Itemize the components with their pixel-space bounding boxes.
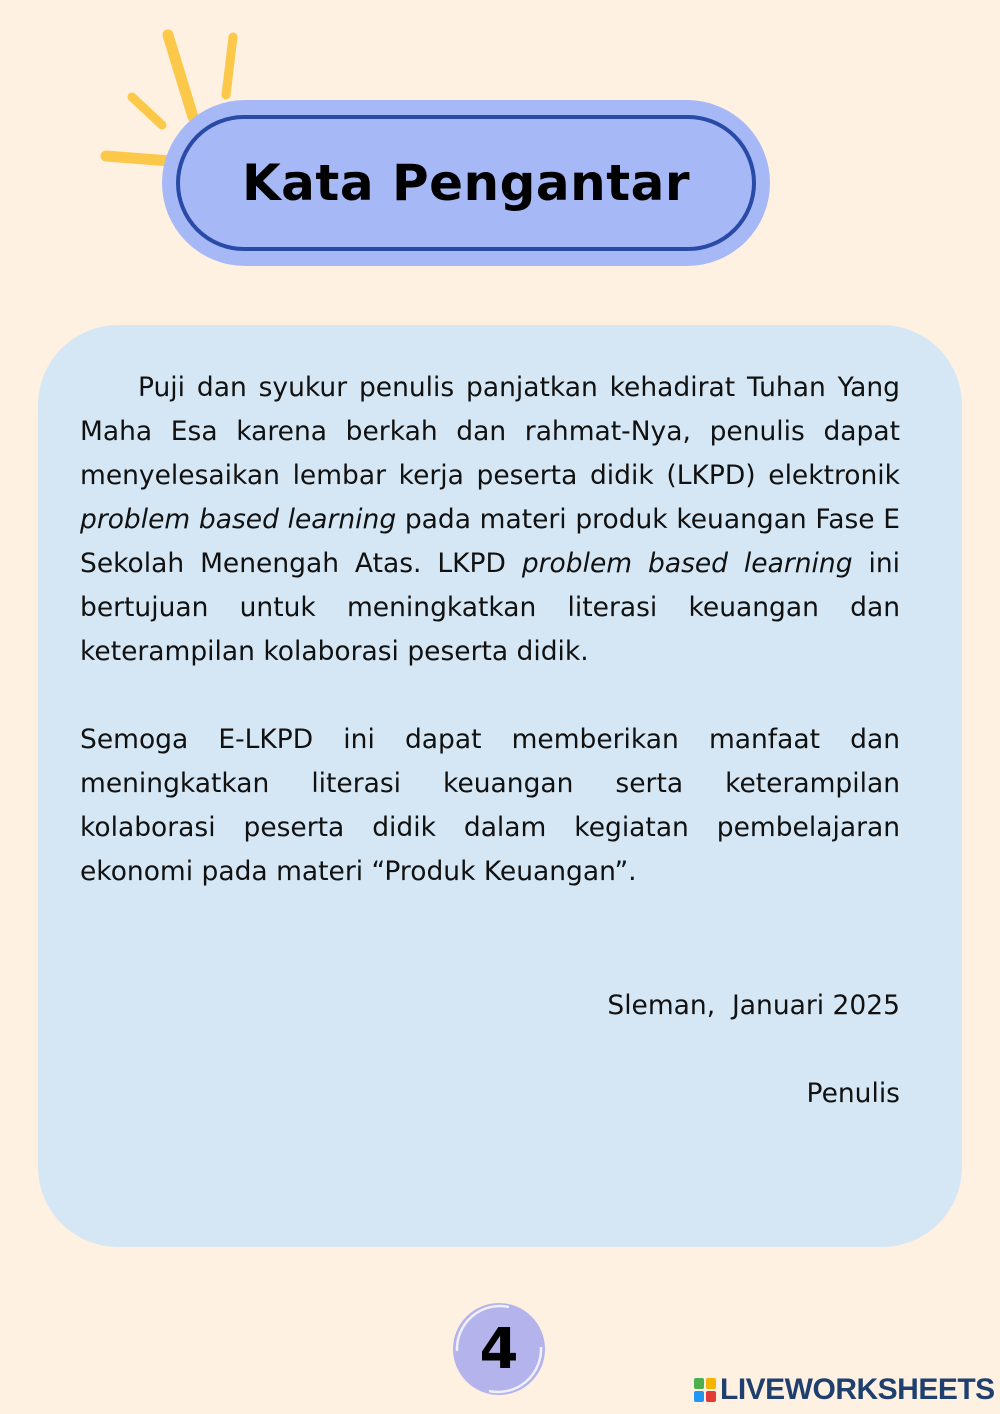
emphasis-text: problem based learning (80, 504, 397, 535)
liveworksheets-logo (694, 1374, 995, 1406)
paragraph-intro (80, 366, 900, 674)
body-text (80, 366, 900, 894)
signature-author: Penulis (806, 1078, 900, 1109)
liveworksheets-text: LIVEWORKSHEETS (720, 1373, 995, 1406)
page-number: 4 (479, 1316, 519, 1382)
text-segment: Puji dan syukur penulis panjatkan kehadirat Tuhan Yang Maha Esa karena berkah dan rahmat-Nya, penulis dapat menyelesaikan lembar kerja peserta didik (LKPD) elektronik (80, 372, 900, 491)
liveworksheets-logo-icon (694, 1378, 716, 1402)
title-banner-inner (176, 115, 756, 251)
page-title: Kata Pengantar (241, 154, 691, 212)
paragraph-hope: Semoga E-LKPD ini dapat memberikan manfaat dan meningkatkan literasi keuangan serta keterampilan kolaborasi peserta didik dalam kegiatan pembelajaran ekonomi pada materi “Produk Keuangan”. (80, 724, 900, 887)
title-banner (162, 100, 770, 266)
text-segment: pada materi produk keuangan Fase E Sekolah Menengah Atas. LKPD (80, 504, 900, 579)
emphasis-text: problem based learning (521, 548, 853, 579)
page-number-badge (449, 1299, 549, 1399)
signature-place-date: Sleman, Januari 2025 (607, 990, 900, 1021)
text-segment: ini bertujuan untuk meningkatkan literasi keuangan dan keterampilan kolaborasi peserta didik. (80, 548, 900, 667)
